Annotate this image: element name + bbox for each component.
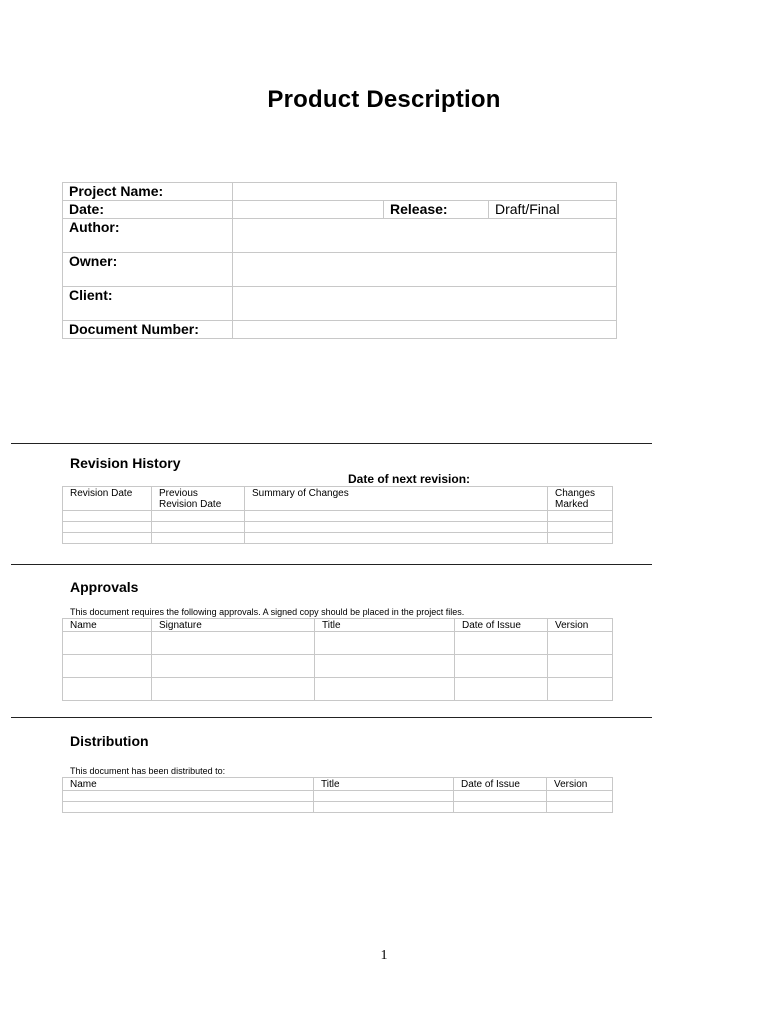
owner-label: Owner: xyxy=(63,253,233,287)
table-row xyxy=(63,655,613,678)
approvals-title: Approvals xyxy=(70,579,139,595)
next-revision-label: Date of next revision: xyxy=(348,472,471,486)
release-label: Release: xyxy=(384,201,489,219)
page-number: 1 xyxy=(380,948,388,963)
table-row xyxy=(63,791,613,802)
table-row xyxy=(63,632,613,655)
date-field[interactable] xyxy=(233,201,384,219)
table-row xyxy=(63,511,613,522)
distribution-title: Distribution xyxy=(70,733,149,749)
author-field[interactable] xyxy=(233,219,617,253)
document-number-field[interactable] xyxy=(233,321,617,339)
column-header: Title xyxy=(314,778,454,791)
column-header: Date of Issue xyxy=(454,778,547,791)
revision-history-title: Revision History xyxy=(70,455,181,471)
column-header: Changes Marked xyxy=(548,487,613,511)
section-divider xyxy=(11,564,652,565)
owner-field[interactable] xyxy=(233,253,617,287)
approvals-note: This document requires the following approvals. A signed copy should be placed in the project files. xyxy=(70,607,465,617)
table-row xyxy=(63,678,613,701)
column-header: Previous Revision Date xyxy=(152,487,245,511)
column-header: Revision Date xyxy=(63,487,152,511)
section-divider xyxy=(11,443,652,444)
column-header: Summary of Changes xyxy=(245,487,548,511)
project-name-label: Project Name: xyxy=(63,183,233,201)
column-header: Signature xyxy=(152,619,315,632)
author-label: Author: xyxy=(63,219,233,253)
release-value[interactable]: Draft/Final xyxy=(489,201,617,219)
table-row xyxy=(63,522,613,533)
client-label: Client: xyxy=(63,287,233,321)
table-row xyxy=(63,533,613,544)
client-field[interactable] xyxy=(233,287,617,321)
column-header: Name xyxy=(63,778,314,791)
distribution-note: This document has been distributed to: xyxy=(70,766,226,776)
approvals-table xyxy=(62,618,613,701)
distribution-table xyxy=(62,777,613,813)
project-name-field[interactable] xyxy=(233,183,617,201)
document-title: Product Description xyxy=(267,86,501,113)
column-header: Date of Issue xyxy=(455,619,548,632)
column-header: Version xyxy=(548,619,613,632)
column-header: Name xyxy=(63,619,152,632)
project-info-table xyxy=(62,182,617,339)
date-label: Date: xyxy=(63,201,233,219)
column-header: Version xyxy=(547,778,613,791)
document-number-label: Document Number: xyxy=(63,321,233,339)
table-row xyxy=(63,802,613,813)
column-header: Title xyxy=(315,619,455,632)
revision-history-table xyxy=(62,486,613,544)
section-divider xyxy=(11,717,652,718)
